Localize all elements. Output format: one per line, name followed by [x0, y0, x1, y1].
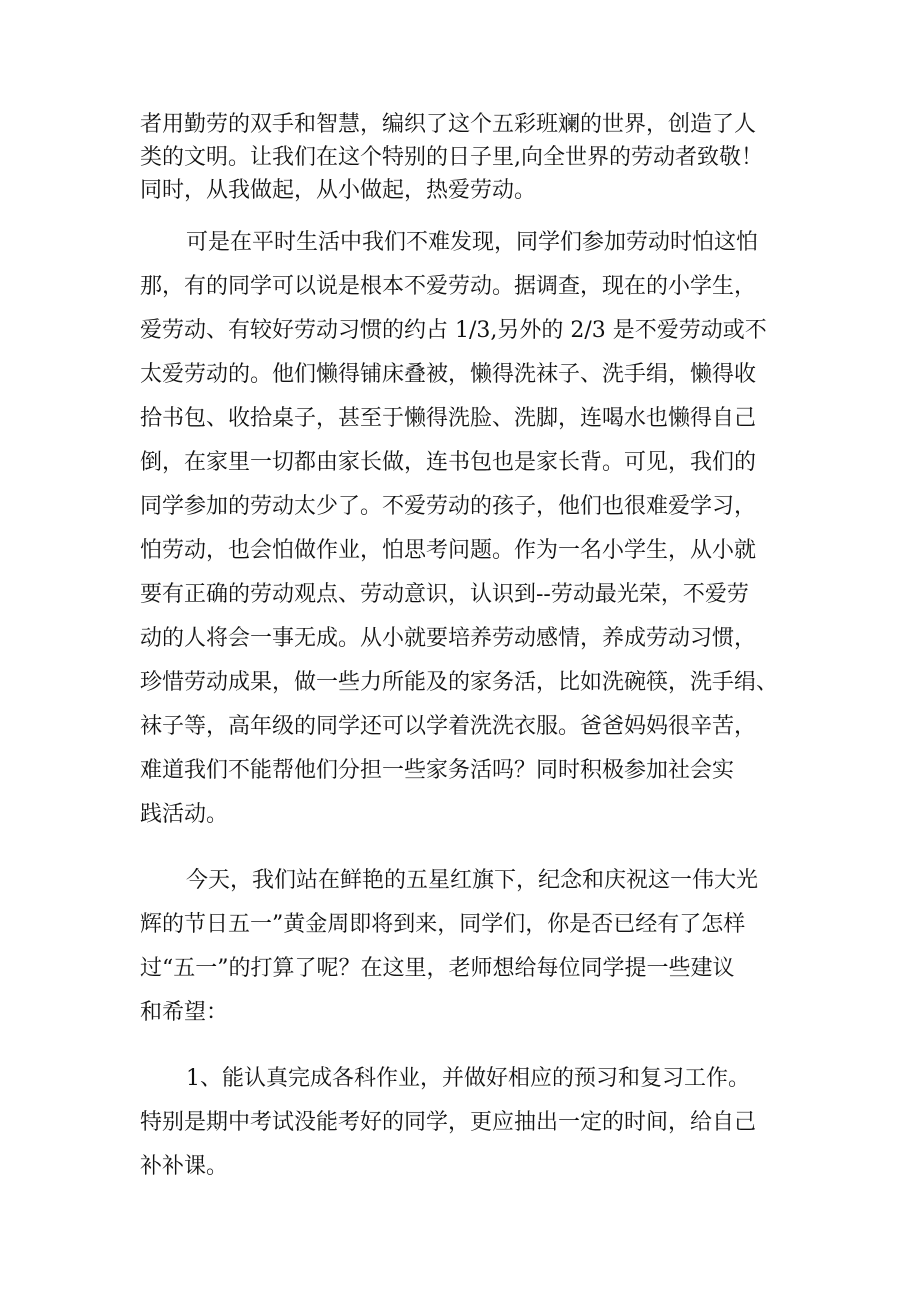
- text-line: 类的文明。让我们在这个特别的日子里,向全世界的劳动者致敬！: [140, 145, 763, 170]
- text-line: 1、能认真完成各科作业，并做好相应的预习和复习工作。: [186, 1066, 750, 1091]
- text-line: 和希望：: [140, 1000, 229, 1025]
- text-line: 拾书包、收拾桌子，甚至于懒得洗脸、洗脚，连喝水也懒得自己: [140, 406, 757, 431]
- text-line: 要有正确的劳动观点、劳动意识，认识到--劳动最光荣，不爱劳: [140, 582, 749, 607]
- text-line: 动的人将会一事无成。从小就要培养劳动感情，养成劳动习惯，: [140, 626, 757, 651]
- text-line: 同时，从我做起，从小做起，热爱劳动。: [140, 178, 537, 203]
- text-line: 那，有的同学可以说是根本不爱劳动。据调查，现在的小学生，: [140, 274, 757, 299]
- text-line: 太爱劳动的。他们懒得铺床叠被，懒得洗袜子、洗手绢，懒得收: [140, 362, 757, 387]
- text-line: 者用勤劳的双手和智慧，编织了这个五彩班斓的世界，创造了人: [140, 112, 757, 137]
- text-line: 难道我们不能帮他们分担一些家务活吗？同时积极参加社会实: [140, 758, 735, 783]
- text-line: 补补课。: [140, 1154, 229, 1179]
- text-line: 袜子等，高年级的同学还可以学着洗洗衣服。爸爸妈妈很辛苦，: [140, 714, 757, 739]
- text-line: 特别是期中考试没能考好的同学，更应抽出一定的时间，给自己: [140, 1110, 757, 1135]
- text-line: 珍惜劳动成果，做一些力所能及的家务活，比如洗碗筷，洗手绢、: [140, 670, 779, 695]
- paragraph-labor-survey: [140, 221, 810, 837]
- text-line: 今天，我们站在鲜艳的五星红旗下，纪念和庆祝这一伟大光: [186, 868, 759, 893]
- text-line: 同学参加的劳动太少了。不爱劳动的孩子，他们也很难爱学习，: [140, 494, 757, 519]
- document-body: [140, 108, 810, 1189]
- text-line: 爱劳动、有较好劳动习惯的约占 1/3,另外的 2/3 是不爱劳动或不: [140, 318, 767, 343]
- paragraph-suggestion-1: [140, 1057, 810, 1189]
- text-line: 过“五一”的打算了呢？在这里，老师想给每位同学提一些建议: [140, 956, 735, 981]
- text-line: 倒，在家里一切都由家长做，连书包也是家长背。可见，我们的: [140, 450, 757, 475]
- paragraph-may-day: [140, 859, 810, 1035]
- text-line: 怕劳动，也会怕做作业，怕思考问题。作为一名小学生，从小就: [140, 538, 757, 563]
- text-line: 辉的节日五一”黄金周即将到来，同学们，你是否已经有了怎样: [140, 912, 746, 937]
- text-line: 践活动。: [140, 802, 229, 827]
- paragraph-intro: [140, 108, 810, 207]
- text-line: 可是在平时生活中我们不难发现，同学们参加劳动时怕这怕: [186, 230, 759, 255]
